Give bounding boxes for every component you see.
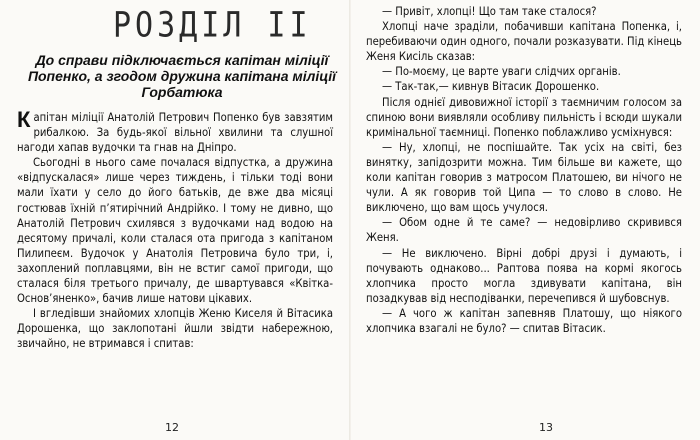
paragraph: — Привіт, хлопці! Що там таке сталося? — [382, 5, 597, 18]
paragraph: Хлопці наче зраділи, побачивши капітана Попенка, і, перебиваючи один одного, почали розказувати. Під кінець Женя Кисіль сказав: — [366, 20, 682, 64]
left-body-text — [17, 107, 333, 352]
paragraph-text: апітан міліції Анатолій Петрович Попенко був завзятим рибалкою. За будь-якої вільної хвилини та слушної нагоди хапав вудочки та гнав на Дніпро. — [17, 111, 333, 155]
chapter-title: РОЗДІЛ ІІ — [113, 5, 312, 46]
page-number-right: 13 — [539, 421, 553, 434]
paragraph: — По-моєму, це варте уваги слідчих органів. — [382, 65, 621, 79]
paragraph: — Не виключено. Вірні добрі друзі і думають, і почувають однаково... Раптова поява на кормі якогось хлопчика просто могла здивувати капітана, він позадкував від несподіванки, перечепився й шубовснув. — [366, 246, 682, 305]
paragraph: Після однієї дивовижної історії з таємничим голосом за спиною вони виявляли особливу пильність і всюди шукали кримінальної таємниці. Попенко поблажливо усміхнувся: — [366, 95, 682, 139]
chapter-subtitle: До справи підключається капітан міліції Попенко, а згодом дружина капітана міліції Горбатюка — [27, 52, 337, 100]
paragraph: — Ну, хлопці, не поспішайте. Так усіх на світі, без винятку, запідозрити можна. Тим більше ви кажете, що коли капітан говорив з матросом Платошею, ви нічого не чули. А як говорив той Ципа — то слово в слово. Не виключено, що вам щось учулося. — [366, 140, 682, 215]
paragraph: — Обом одне й те саме? — недовірливо скривився Женя. — [366, 216, 682, 245]
paragraph: І вгледівши знайомих хлопців Женю Киселя й Вітасика Дорошенка, що заклопотані йшли звідти набережною, звичайно, не втримався і спитав: — [17, 307, 333, 351]
paragraph: Сьогодні в нього саме почалася відпустка, а дружина «відпускалася» лише через тиждень, і тільки тоді вони мали їхати у село до його батьків, де вже два місяці гостював їхній п’ятирічний Андрійко. І тому не дивно, що Анатолій Петрович схилявся з вудочками над водою на десятому причалі, коли сталася ота пригода з капітаном Пилипеєм. Вудочок у Анатолія Петровича було три, і, захоплений поплавцями, він не встиг самої пригоди, що сталася біля третього причалу, де швартувався «Квітка-Основ’яненко», бачив лише натови цікавих. — [17, 156, 333, 306]
paragraph — [17, 107, 333, 155]
page-number-left: 12 — [165, 421, 179, 434]
paragraph: — Так-так,— кивнув Вітасик Дорошенко. — [382, 80, 600, 94]
drop-cap: К — [17, 107, 31, 132]
paragraph: — А чого ж капітан запевняв Платошу, що ніякого хлопчика взагалі не було? — спитав Вітасик. — [366, 306, 682, 335]
right-body-text — [366, 4, 682, 336]
